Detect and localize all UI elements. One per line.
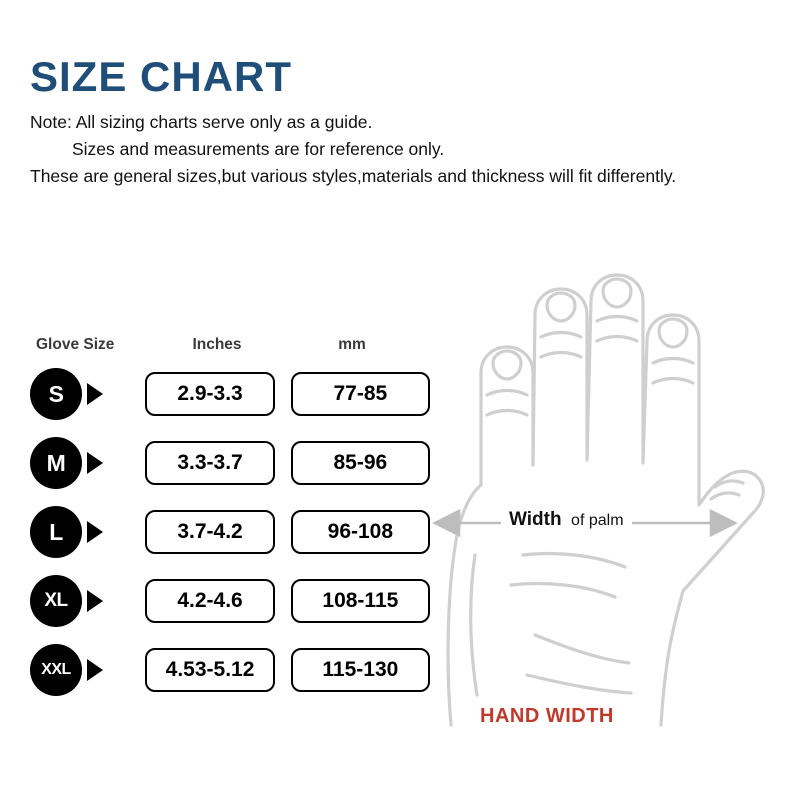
cell-inches: 2.9-3.3 (145, 372, 274, 416)
cell-mm: 85-96 (291, 441, 430, 485)
width-of-palm-label (501, 507, 632, 533)
header (30, 55, 790, 190)
note-line-2: Sizes and measurements are for reference only. (72, 139, 445, 160)
size-badge-group (30, 368, 145, 420)
arrow-right-icon (87, 659, 103, 681)
note-line-3: These are general sizes,but various styles,materials and thickness will fit differently. (30, 166, 677, 187)
size-badge-group (30, 644, 145, 696)
cell-inches: 3.3-3.7 (145, 441, 274, 485)
width-label-rest: of palm (571, 512, 624, 529)
size-badge: L (30, 506, 82, 558)
column-header-glove-size: Glove Size (36, 336, 115, 353)
cell-mm: 115-130 (291, 648, 430, 692)
cell-inches: 4.2-4.6 (145, 579, 274, 623)
arrow-right-icon (87, 521, 103, 543)
size-badge: XL (30, 575, 82, 627)
cell-inches: 4.53-5.12 (145, 648, 274, 692)
table-row (30, 366, 430, 422)
size-badge: XXL (30, 644, 82, 696)
note-line-1: Note: All sizing charts serve only as a guide. (30, 112, 373, 133)
hand-outline-icon (415, 255, 785, 755)
table-row (30, 504, 430, 560)
size-badge: S (30, 368, 82, 420)
arrow-right-icon (87, 452, 103, 474)
cell-mm: 96-108 (291, 510, 430, 554)
table-header-row (30, 336, 430, 354)
size-badge-group (30, 437, 145, 489)
table-row (30, 573, 430, 629)
table-row (30, 642, 430, 698)
width-label-bold: Width (509, 509, 562, 530)
size-badge: M (30, 437, 82, 489)
column-header-inches: Inches (192, 336, 242, 353)
cell-mm: 108-115 (291, 579, 430, 623)
cell-inches: 3.7-4.2 (145, 510, 274, 554)
arrow-right-icon (87, 590, 103, 612)
hand-width-caption: HAND WIDTH (480, 705, 614, 727)
size-badge-group (30, 506, 145, 558)
arrow-right-icon (87, 383, 103, 405)
size-badge-group (30, 575, 145, 627)
page-title: SIZE CHART (30, 53, 292, 100)
size-table (30, 336, 430, 711)
cell-mm: 77-85 (291, 372, 430, 416)
column-header-mm: mm (338, 336, 366, 353)
hand-illustration (415, 255, 785, 755)
table-row (30, 435, 430, 491)
